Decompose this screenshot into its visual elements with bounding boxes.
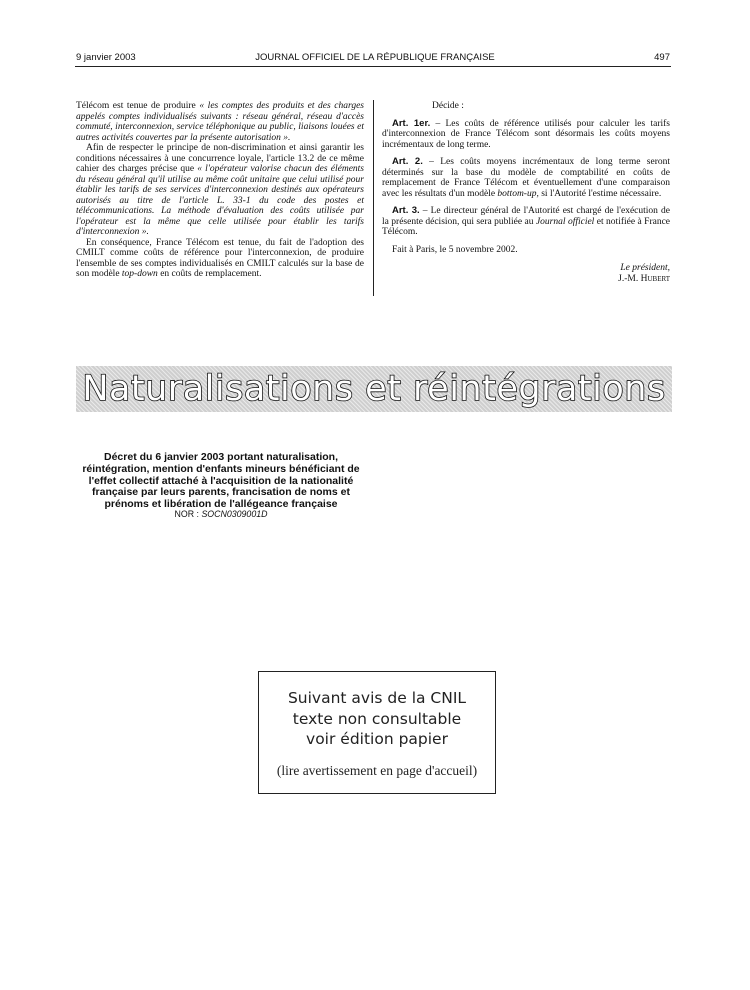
- signature-name: J.-M. Hubert: [618, 273, 670, 284]
- paragraph-3-text: En conséquence, France Télécom est tenue, du fait de l'adoption des CMILT comme coûts de référence pour l'interconnexion, de produire l'ensemble de ses comptes individualisés en CMILT calculés sur la base de son modèle: [76, 237, 364, 279]
- paragraph-1-text: Télécom est tenue de produire: [76, 101, 200, 111]
- article-1: [382, 119, 670, 151]
- section-banner: [76, 366, 672, 412]
- section-banner-title: Naturalisations et réintégrations: [82, 369, 666, 409]
- article-2-term: bottom-up,: [497, 188, 539, 199]
- signature-title: Le président,: [620, 263, 670, 273]
- paragraph-3-end: en coûts de remplacement.: [157, 269, 262, 279]
- left-column: [76, 101, 364, 280]
- nor-code: SOCN0309001D: [201, 509, 268, 519]
- cnil-notice-box: [258, 671, 496, 794]
- header-date: 9 janvier 2003: [76, 52, 136, 63]
- cnil-line-2: texte non consultable: [292, 710, 462, 728]
- page-number: 497: [654, 52, 670, 63]
- cnil-note: (lire avertissement en page d'accueil): [276, 763, 478, 778]
- paragraph-3-term: top-down: [121, 269, 158, 279]
- article-3: [382, 206, 670, 238]
- journal-title: JOURNAL OFFICIEL DE LA RÉPUBLIQUE FRANÇAISE: [255, 52, 495, 63]
- right-column: [382, 101, 670, 284]
- article-2-end: si l'Autorité l'estime nécessaire.: [538, 188, 662, 199]
- nor-reference: [76, 509, 366, 519]
- paragraph-2: [76, 143, 364, 238]
- header-rule: [75, 66, 671, 67]
- article-2: [382, 157, 670, 199]
- cnil-line-3: voir édition papier: [306, 730, 448, 748]
- article-3-end: et notifiée à France Télécom.: [382, 216, 671, 237]
- article-3-journal: Journal officiel: [535, 216, 595, 227]
- place-date: Fait à Paris, le 5 novembre 2002.: [392, 244, 518, 255]
- article-2-text: – Les coûts moyens incrémentaux de long terme seront déterminés sur la base du modèle de comptabilité en coûts de remplacement de France Télécom et éventuellement d'une comparaison avec les résultats d'un modèle: [382, 157, 670, 199]
- article-2-label: Art. 2.: [392, 156, 423, 167]
- paragraph-1: [76, 101, 364, 143]
- article-3-text: – Le directeur général de l'Autorité est chargé de l'exécution de la présente décision, qui sera publiée au: [382, 206, 670, 227]
- decide-heading: Décide :: [432, 101, 464, 111]
- paragraph-2-quote: « l'opérateur valorise chacun des éléments du réseau général qu'il utilise au même coût unitaire que celui utilisé pour établir les tarifs de ses services d'interconnexion destinés aux opérateurs autorisés au titre de l'article L. 33-1 du code des postes et télécommunications. La méthode d'évaluation des coûts utilisée par l'opérateur est la même que celle utilisée pour établir les tarifs d'interconnexion ».: [76, 164, 364, 237]
- decree-title: Décret du 6 janvier 2003 portant naturalisation, réintégration, mention d'enfants mineurs bénéficiant de l'effet collectif attaché à l'acquisition de la nationalité française par leurs parents, francisation de noms et prénoms et libération de l'allégeance française: [82, 451, 360, 511]
- nor-label: NOR :: [174, 509, 202, 519]
- article-1-label: Art. 1er.: [392, 117, 431, 129]
- cnil-line-1: Suivant avis de la CNIL: [287, 689, 467, 707]
- paragraph-1-quote: « les comptes des produits et des charges appelés comptes individualisés suivants : réseau général, réseau d'accès commuté, interconnexion, service téléphonique au public, liaisons louées et autres activités couvertes par la présente autorisation ».: [76, 101, 364, 143]
- paragraph-2-text: Afin de respecter le principe de non-discrimination et ainsi garantir les conditions nécessaires à une concurrence loyale, l'article 13.2 de ce même cahier des charges précise que: [76, 143, 364, 174]
- article-1-text: – Les coûts de référence utilisés pour calculer les tarifs d'interconnexion de France Télécom sont désormais les coûts moyens incrémentaux de long terme.: [382, 118, 670, 150]
- paragraph-3: [76, 238, 364, 280]
- column-rule: [373, 100, 374, 296]
- article-3-label: Art. 3.: [392, 205, 420, 216]
